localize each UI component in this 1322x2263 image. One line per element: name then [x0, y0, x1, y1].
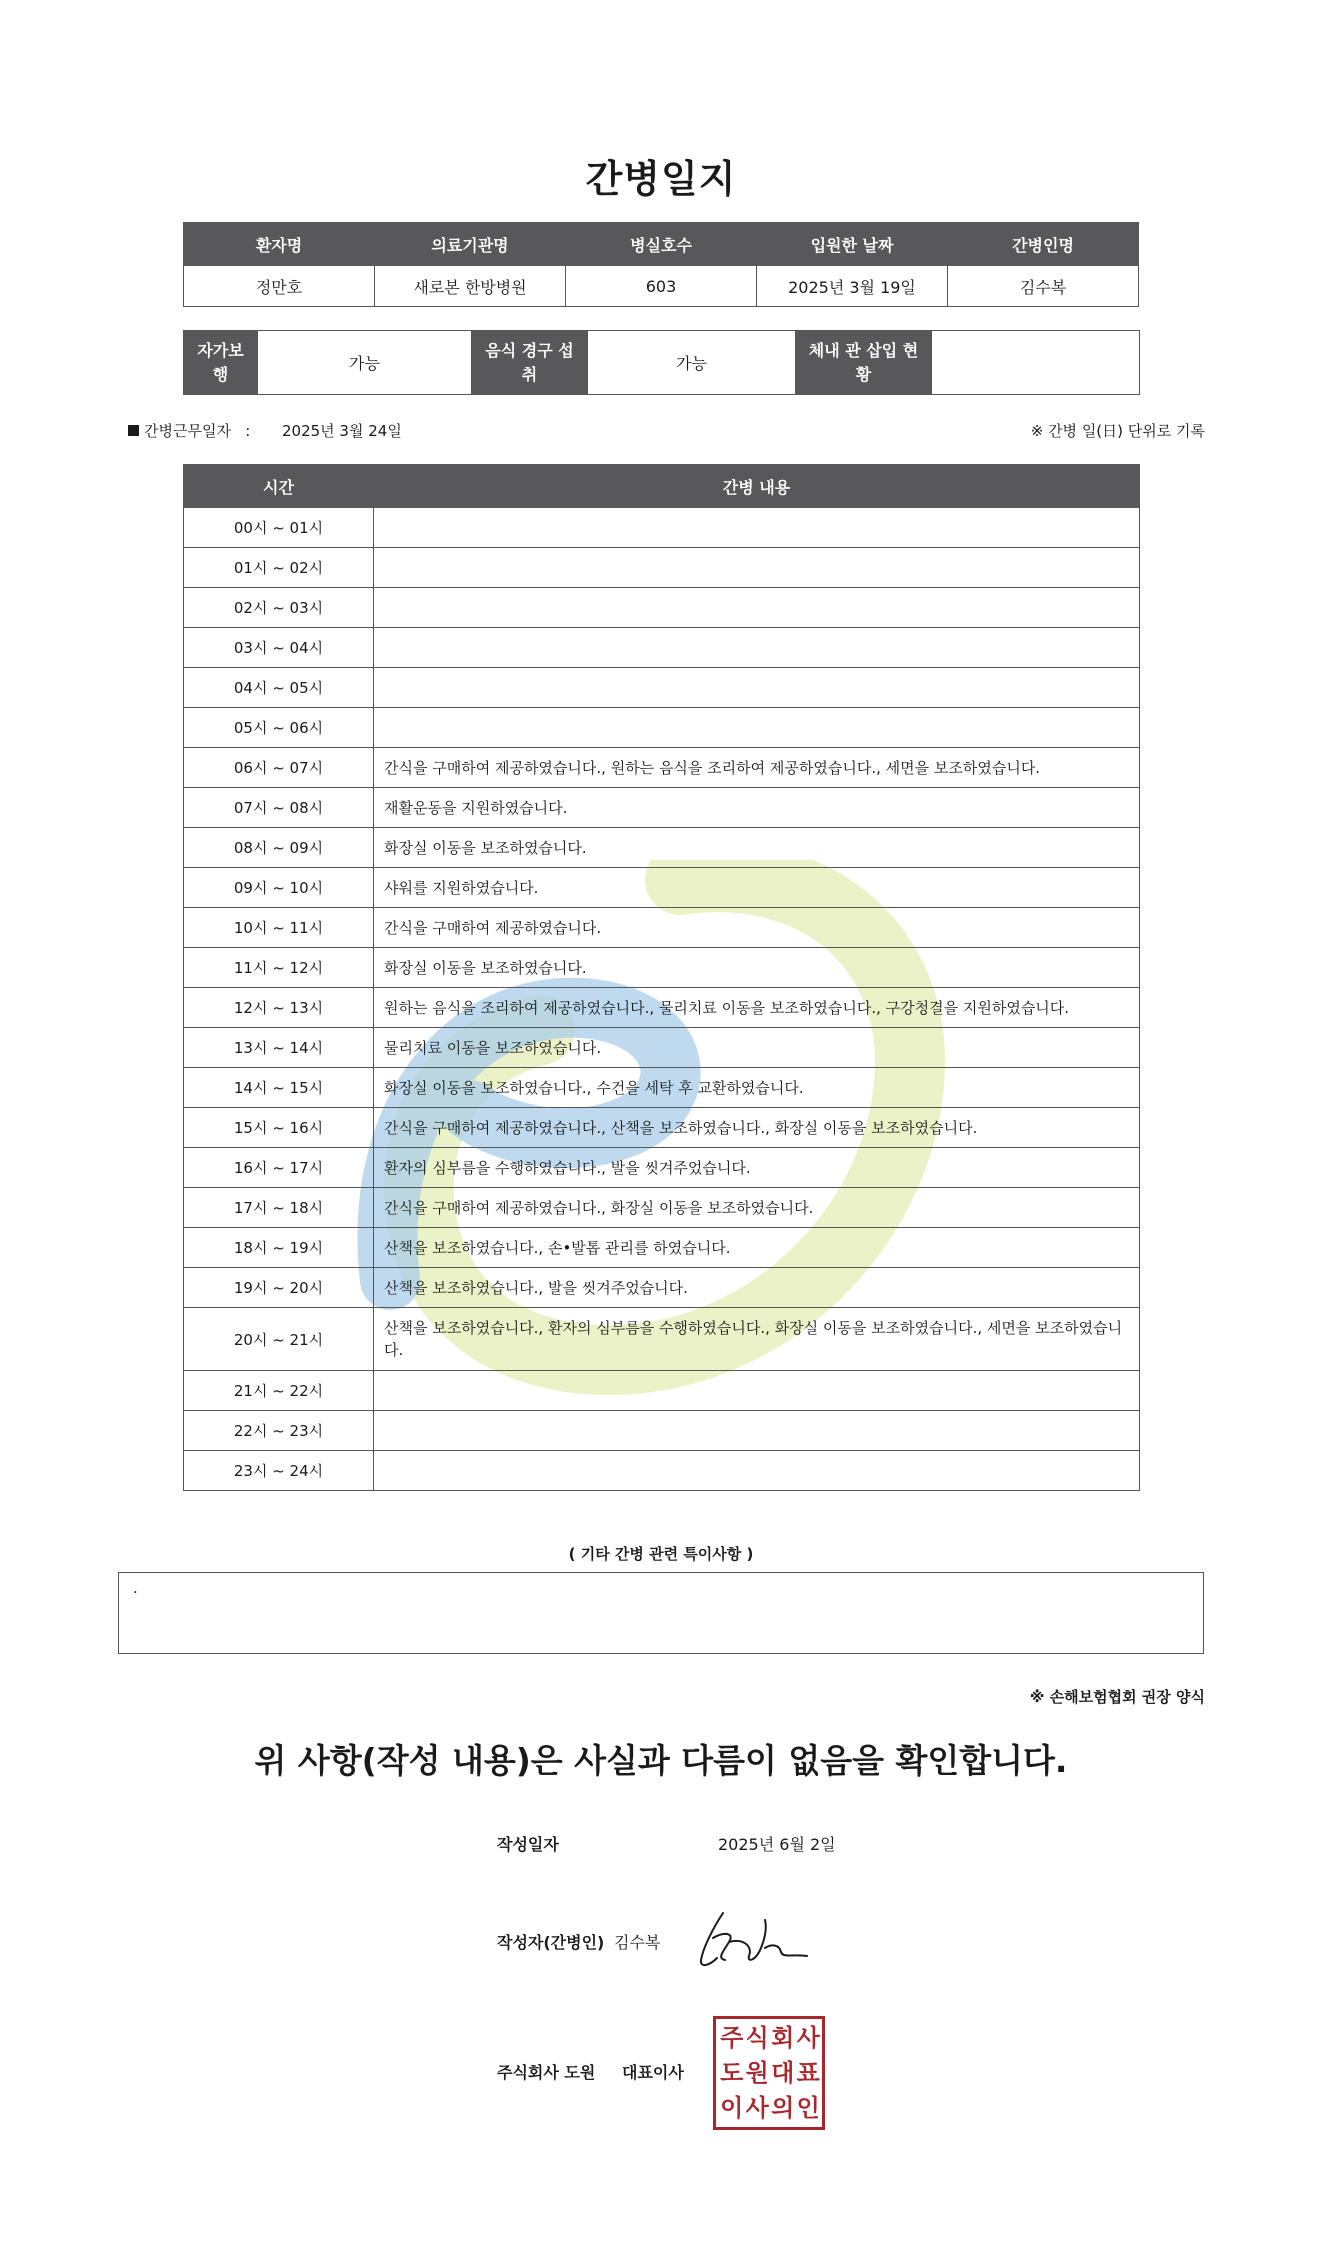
log-time-cell: 18시 ~ 19시	[184, 1228, 374, 1268]
work-date-separator: :	[245, 422, 251, 440]
self-walk-label: 자가보행	[184, 331, 258, 395]
log-content-cell: 화장실 이동을 보조하였습니다., 수건을 세탁 후 교환하였습니다.	[374, 1068, 1140, 1108]
write-date-label: 작성일자	[497, 1835, 559, 1854]
log-content-cell: 간식을 구매하여 제공하였습니다., 화장실 이동을 보조하였습니다.	[374, 1188, 1140, 1228]
writer-label: 작성자(간병인)	[497, 1933, 605, 1952]
stamp-glyph: 도	[720, 2058, 742, 2087]
work-date-label	[128, 420, 250, 441]
log-content-cell	[374, 1411, 1140, 1451]
log-time-cell: 17시 ~ 18시	[184, 1188, 374, 1228]
header-patient-name: 환자명	[184, 223, 375, 266]
log-time-cell: 05시 ~ 06시	[184, 708, 374, 748]
header-room: 병실호수	[566, 223, 757, 266]
log-content-cell: 물리치료 이동을 보조하였습니다.	[374, 1028, 1140, 1068]
admission-date: 2025년 3월 19일	[757, 266, 948, 307]
log-time-cell: 10시 ~ 11시	[184, 908, 374, 948]
log-row	[184, 948, 1140, 988]
header-admission-date: 입원한 날짜	[757, 223, 948, 266]
log-row	[184, 1028, 1140, 1068]
log-row	[184, 1068, 1140, 1108]
info-value-row	[184, 266, 1139, 307]
log-row	[184, 1308, 1140, 1371]
log-content-cell: 화장실 이동을 보조하였습니다.	[374, 948, 1140, 988]
ceo-label: 대표이사	[622, 2063, 684, 2082]
stamp-glyph: 이	[720, 2093, 742, 2122]
log-time-cell: 06시 ~ 07시	[184, 748, 374, 788]
log-row	[184, 828, 1140, 868]
stamp-glyph: 표	[796, 2058, 818, 2087]
unit-note: ※ 간병 일(日) 단위로 기록	[1030, 422, 1205, 440]
log-content-cell: 산책을 보조하였습니다., 환자의 심부름을 수행하였습니다., 화장실 이동을 보조하였습니다., 세면을 보조하였습니다.	[374, 1308, 1140, 1371]
log-content-cell	[374, 588, 1140, 628]
log-time-cell: 00시 ~ 01시	[184, 508, 374, 548]
write-date-value: 2025년 6월 2일	[718, 1835, 836, 1854]
log-row	[184, 908, 1140, 948]
log-body	[184, 508, 1140, 1491]
log-time-cell: 03시 ~ 04시	[184, 628, 374, 668]
tube-value	[932, 331, 1140, 395]
log-time-cell: 09시 ~ 10시	[184, 868, 374, 908]
log-content-cell: 간식을 구매하여 제공하였습니다., 산책을 보조하였습니다., 화장실 이동을 보조하였습니다.	[374, 1108, 1140, 1148]
log-header-row	[184, 465, 1140, 508]
log-content-cell: 환자의 심부름을 수행하였습니다., 발을 씻겨주었습니다.	[374, 1148, 1140, 1188]
log-row	[184, 668, 1140, 708]
stamp-glyph: 사	[745, 2093, 767, 2122]
oral-intake-label: 음식 경구 섭취	[472, 331, 588, 395]
stamp-glyph: 회	[771, 2024, 793, 2053]
room-number: 603	[566, 266, 757, 307]
log-time-cell: 02시 ~ 03시	[184, 588, 374, 628]
log-row	[184, 588, 1140, 628]
log-content-cell: 재활운동을 지원하였습니다.	[374, 788, 1140, 828]
self-walk-value: 가능	[258, 331, 472, 395]
header-hospital: 의료기관명	[375, 223, 566, 266]
handwritten-signature	[695, 1908, 815, 1973]
writer-name: 김수복	[614, 1933, 661, 1952]
recommend-note: ※ 손해보험협회 권장 양식	[1029, 1688, 1205, 1706]
info-header-row	[184, 223, 1139, 266]
log-content-cell	[374, 1451, 1140, 1491]
log-content-cell	[374, 628, 1140, 668]
header-caregiver: 간병인명	[948, 223, 1139, 266]
log-row	[184, 508, 1140, 548]
company-label: 주식회사 도원	[497, 2063, 596, 2082]
log-content-cell: 간식을 구매하여 제공하였습니다.	[374, 908, 1140, 948]
log-time-cell: 15시 ~ 16시	[184, 1108, 374, 1148]
log-content-cell: 샤워를 지원하였습니다.	[374, 868, 1140, 908]
log-time-cell: 01시 ~ 02시	[184, 548, 374, 588]
log-row	[184, 748, 1140, 788]
confirm-statement: 위 사항(작성 내용)은 사실과 다름이 없음을 확인합니다.	[254, 1741, 1068, 1780]
notes-box	[118, 1572, 1204, 1654]
log-time-cell: 16시 ~ 17시	[184, 1148, 374, 1188]
stamp-glyph: 주	[720, 2024, 742, 2053]
log-content-cell	[374, 1371, 1140, 1411]
stamp-glyph: 인	[796, 2093, 818, 2122]
notes-title: ( 기타 간병 관련 특이사항 )	[568, 1545, 754, 1563]
log-content-cell: 산책을 보조하였습니다., 발을 씻겨주었습니다.	[374, 1268, 1140, 1308]
log-row	[184, 1108, 1140, 1148]
log-row	[184, 628, 1140, 668]
log-content-cell: 간식을 구매하여 제공하였습니다., 원하는 음식을 조리하여 제공하였습니다., 세면을 보조하였습니다.	[374, 748, 1140, 788]
caregiver-name: 김수복	[948, 266, 1139, 307]
log-row	[184, 1268, 1140, 1308]
log-time-cell: 19시 ~ 20시	[184, 1268, 374, 1308]
log-row	[184, 1188, 1140, 1228]
log-row	[184, 1148, 1140, 1188]
log-time-cell: 22시 ~ 23시	[184, 1411, 374, 1451]
log-content-cell	[374, 548, 1140, 588]
log-header-time: 시간	[184, 465, 374, 508]
log-time-cell: 04시 ~ 05시	[184, 668, 374, 708]
square-bullet-icon	[128, 425, 139, 436]
log-time-cell: 14시 ~ 15시	[184, 1068, 374, 1108]
patient-name: 정만호	[184, 266, 375, 307]
notes-text: .	[133, 1579, 138, 1597]
log-time-cell: 20시 ~ 21시	[184, 1308, 374, 1371]
stamp-glyph: 식	[745, 2024, 767, 2053]
stamp-glyph: 사	[796, 2024, 818, 2053]
log-row	[184, 1371, 1140, 1411]
log-header-content: 간병 내용	[374, 465, 1140, 508]
log-content-cell: 산책을 보조하였습니다., 손•발톱 관리를 하였습니다.	[374, 1228, 1140, 1268]
log-content-cell	[374, 708, 1140, 748]
log-time-cell: 12시 ~ 13시	[184, 988, 374, 1028]
log-time-cell: 23시 ~ 24시	[184, 1451, 374, 1491]
log-time-cell: 08시 ~ 09시	[184, 828, 374, 868]
log-time-cell: 21시 ~ 22시	[184, 1371, 374, 1411]
log-content-cell: 원하는 음식을 조리하여 제공하였습니다., 물리치료 이동을 보조하였습니다., 구강청결을 지원하였습니다.	[374, 988, 1140, 1028]
log-row	[184, 1411, 1140, 1451]
stamp-glyph: 대	[771, 2058, 793, 2087]
log-row	[184, 548, 1140, 588]
log-content-cell	[374, 668, 1140, 708]
log-row	[184, 1228, 1140, 1268]
log-time-cell: 11시 ~ 12시	[184, 948, 374, 988]
log-row	[184, 1451, 1140, 1491]
log-time-cell: 07시 ~ 08시	[184, 788, 374, 828]
oral-intake-value: 가능	[588, 331, 796, 395]
log-row	[184, 788, 1140, 828]
patient-info-table	[183, 222, 1139, 307]
log-content-cell: 화장실 이동을 보조하였습니다.	[374, 828, 1140, 868]
work-date-label-text: 간병근무일자	[144, 422, 231, 440]
log-content-cell	[374, 508, 1140, 548]
company-seal-stamp	[713, 2016, 825, 2130]
document-title: 간병일지	[585, 157, 737, 201]
stamp-glyph: 의	[771, 2093, 793, 2122]
log-row	[184, 988, 1140, 1028]
tube-label: 체내 관 삽입 현황	[796, 331, 932, 395]
work-date-value: 2025년 3월 24일	[282, 422, 402, 440]
log-row	[184, 868, 1140, 908]
hospital-name: 새로본 한방병원	[375, 266, 566, 307]
care-log-table	[183, 464, 1140, 1491]
patient-status-table	[183, 330, 1140, 395]
stamp-glyph: 원	[745, 2058, 767, 2087]
log-row	[184, 708, 1140, 748]
log-time-cell: 13시 ~ 14시	[184, 1028, 374, 1068]
